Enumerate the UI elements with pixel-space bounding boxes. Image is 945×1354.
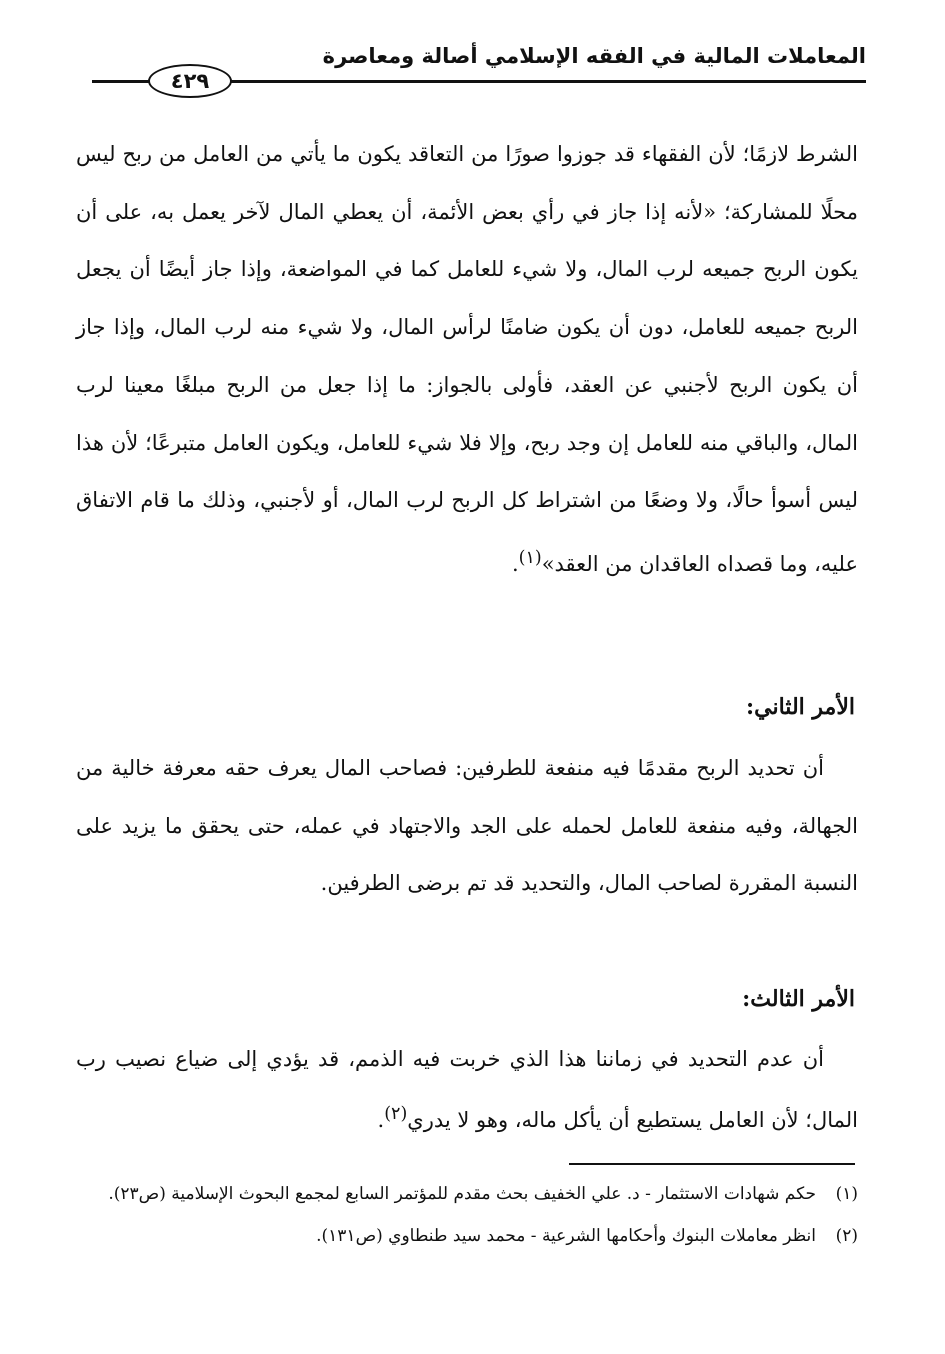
heading-third-matter: الأمر الثالث: bbox=[742, 986, 855, 1012]
footnote-text: حكم شهادات الاستثمار - د. علي الخفيف بحث مقدم للمؤتمر السابع لمجمع البحوث الإسلامية (ص٢٣). bbox=[108, 1184, 816, 1204]
page-number: ٤٢٩ bbox=[148, 64, 232, 98]
footnote-text: انظر معاملات البنوك وأحكامها الشرعية - محمد سيد طنطاوي (ص١٣١). bbox=[316, 1226, 816, 1246]
running-header bbox=[92, 40, 866, 100]
footnote-ref-2: (٢) bbox=[384, 1104, 408, 1124]
paragraph-3-text: أن عدم التحديد في زماننا هذا الذي خربت فيه الذمم، قد يؤدي إلى ضياع نصيب رب المال؛ لأن العامل يستطيع أن يأكل ماله، وهو لا يدري bbox=[76, 1047, 858, 1132]
period: . bbox=[377, 1108, 385, 1132]
paragraph-second-matter bbox=[76, 740, 858, 913]
paragraph-third-matter bbox=[76, 1032, 858, 1148]
footnote-number: (٢) bbox=[835, 1226, 858, 1246]
footnote-separator bbox=[569, 1163, 855, 1165]
footnote-ref-1: (١) bbox=[518, 547, 542, 568]
period: . bbox=[511, 551, 519, 576]
footnote-number: (١) bbox=[835, 1184, 858, 1204]
book-title: المعاملات المالية في الفقه الإسلامي أصالة ومعاصرة bbox=[322, 44, 866, 68]
footnote-1 bbox=[76, 1178, 858, 1210]
footnotes bbox=[76, 1178, 858, 1252]
paragraph-1-text: الشرط لازمًا؛ لأن الفقهاء قد جوزوا صورًا من التعاقد يكون ما يأتي من العامل من ربح ليس محلًا للمشاركة؛ «لأنه إذا جاز في رأي بعض الأئمة، أن يعطي المال لآخر يعمل به، على أن يكون الربح جميعه لرب المال، ولا شيء للعامل كما في المواضعة، وإذا جاز أيضًا أن يجعل الربح جميعه للعامل، دون أن يكون ضامنًا لرأس المال، ولا شيء منه لرب المال، وإذا جاز أن يكون الربح لأجنبي عن العقد، فأولى بالجواز: ما إذا جعل من الربح مبلغًا معينا لرب المال، والباقي منه للعامل إن وجد ربح، وإلا فلا شيء للعامل، ويكون العامل متبرعًا؛ لأن هذا ليس أسوأ حالًا، ولا وضعًا من اشتراط كل الربح لرب المال، أو لأجنبي، وذلك ما قام الاتفاق عليه، وما قصداه العاقدان من العقد» bbox=[76, 142, 858, 576]
heading-second-matter: الأمر الثاني: bbox=[746, 694, 855, 720]
footnote-2 bbox=[76, 1220, 858, 1252]
paragraph-continuation bbox=[76, 126, 858, 594]
paragraph-2-text: أن تحديد الربح مقدمًا فيه منفعة للطرفين: فصاحب المال يعرف حقه معرفة خالية من الجهالة، وفيه منفعة للعامل لحمله على الجد والاجتهاد في عمله، حتى يحقق ما يزيد على النسبة المقررة لصاحب المال، والتحديد قد تم برضى الطرفين. bbox=[76, 756, 858, 896]
